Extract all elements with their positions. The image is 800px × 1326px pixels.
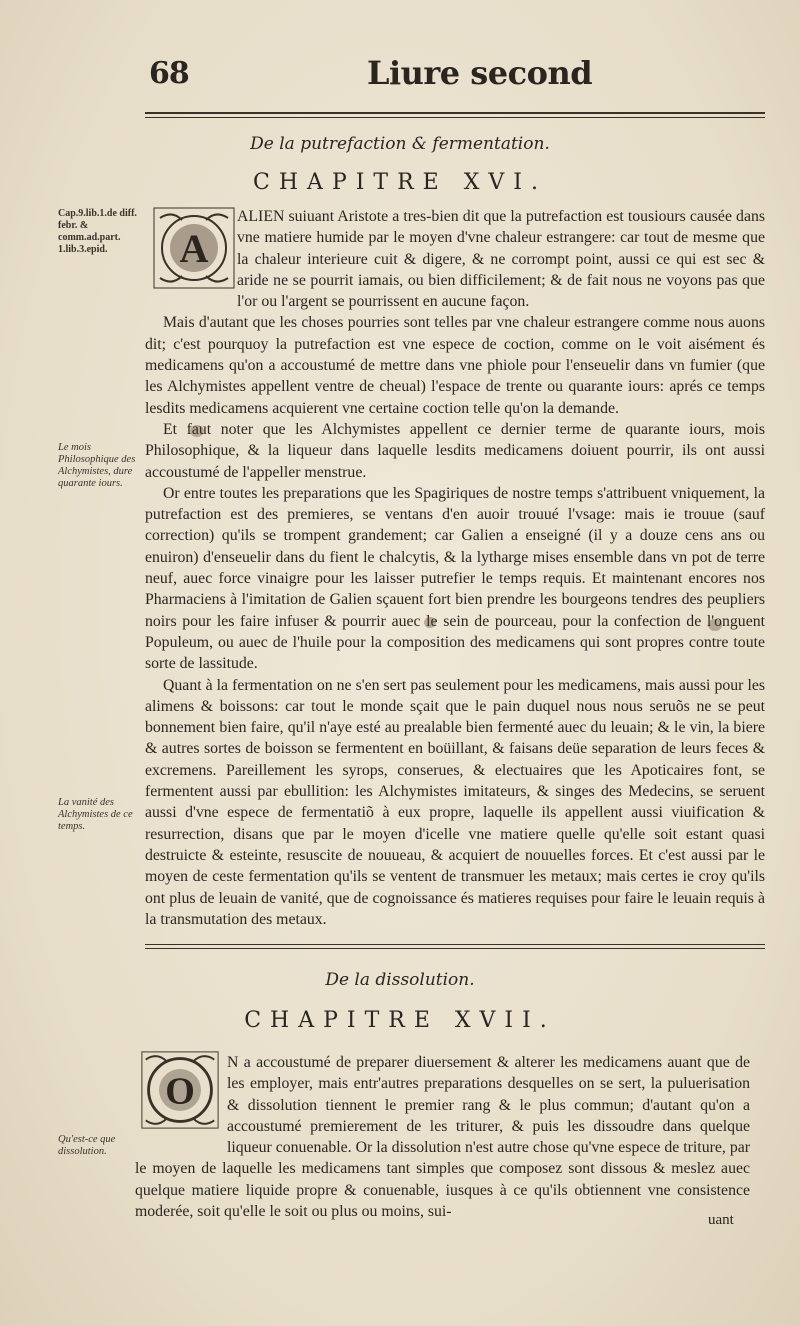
section-divider [145, 944, 765, 945]
paragraph: N a accoustumé de preparer diuersement & alterer les medicamens auant que de les employer, mais entr'autres preparations desquelles on se sert, la puluerisation & dissolution tiennent le premier rang & le plus commun; d'autant qu'on a accoustumé premierement de les triturer, & puis les dissoudre dans quelque liqueur conuenable. Or la dissolution n'est autre chose qu'vne espece de triture, par le moyen de laquelle les medicamens tant simples que composez sont dissous & meslez auec quelque matiere liquide propre & conuenable, iusques à ce qu'ils obtiennent vne consistence moderée, soit qu'elle le soit ou plus ou moins, sui- [135, 1054, 750, 1221]
initial-spacer [135, 1052, 227, 1138]
paragraph: Et faut noter que les Alchymistes appellent ce dernier terme de quarante iours, mois Philosophique, & la liqueur dans laquelle lesdits medicamens doiuent pourrir, ils ont aussi accoustumé de l'appeller menstrue. [145, 420, 765, 481]
paragraph: Or entre toutes les preparations que les Spagiriques de nostre temps s'attribuent vniquement, la putrefaction est des premieres, se ventans d'en auoir trouué l'vsage: mais ie trouue (sauf correction) qu'ils se trompent grandement; car Galien a enseigné (il y a douze cens ans ou enuiron) d'enseuelir dans du fient le chalcytis, & la lytharge mises ensemble dans vn pot de terre neuf, auec force vinaigre pour les laisser putrefier le temps requis. Et maintenant encores nos Pharmaciens à l'imitation de Galien sçauent fort bien prendre les bourgeons tendres des peupliers noirs pour les faire infuser & pourrir auec le sein de pourceau, pour la confection de l'onguent Populeum, ou auec de l'huile pour la composition des medicamens qui sont propres contre toute sorte de lassitude. [145, 484, 765, 673]
chapter-16-body [145, 206, 765, 930]
paragraph: Quant à la fermentation on ne s'en sert pas seulement pour les medicamens, mais aussi pour les alimens & boissons: car tout le monde sçait que le pain duquel nous nous seruõs ne se peut bonnement bien faire, qu'il n'aye esté au prealable bien fermenté auec du leuain; & le vin, la biere & autres sortes de boisson se fermentent en boüillant, & faisans deüe separation de leurs feces & excremens. Pareillement les syrops, conserues, & electuaires que les Apoticaires font, se fermentent aussi par ebullition: les Alchymistes imitateurs, & singes des Medecins, se seruent aussi d'vne espece de fermentatiõ à eux propre, laquelle ils appellent aussi viuification & resurrection, disans que par le moyen d'icelle vne matiere quelle qu'elle soit estant quasi destruicte & esteinte, resuscite de nouueau, & acquiert de nouuelles forces. Et c'est aussi par le moyen de ceste fermentation qu'ils se ventent de transmuer les metaux; mais certes ie croy qu'ils ont plus de leuain de vanité, que de cognoissance és matieres requises pour faire le leuain requis à la transmutation des metaux. [145, 676, 765, 928]
initial-letter-a: A [179, 226, 209, 271]
initial-letter-o: O [165, 1070, 195, 1113]
section-divider-2 [145, 948, 765, 949]
section-subtitle-putrefaction: De la putrefaction & fermentation. [250, 134, 550, 154]
chapter-17-body [135, 1052, 750, 1222]
margin-note-dissolution: Qu'est-ce que dissolution. [58, 1134, 116, 1157]
margin-note-citation: Cap.9.lib.1.de diff. febr. & comm.ad.part. 1.lib.3.epid. [58, 208, 137, 255]
margin-note-vanite: La vanité des Alchymistes de ce temps. [58, 797, 133, 832]
page-number: 68 [149, 56, 189, 91]
header-rule [145, 112, 765, 114]
running-head: Liure second [367, 54, 593, 92]
paragraph: Mais d'autant que les choses pourries sont telles par vne chaleur estrangere comme nous auons dit; c'est pourquoy la putrefaction est vne espece de coction, comme on le voit aisément és medicamens qu'on a accoustumé de mettre dans vne phiole pour l'enseuelir dans vn fumier (que les Alchymistes appellent ventre de cheual) l'espace de trente ou quarante iours: aprés ce temps lesdits medicamens acquierent vne certaine coction telle qu'on la demande. [145, 314, 765, 417]
ink-stain [708, 619, 722, 631]
catchword: uant [708, 1212, 734, 1228]
margin-note-mois-philosophique: Le mois Philosophique des Alchymistes, dure quarante iours. [58, 442, 136, 489]
ink-stain [190, 425, 204, 437]
section-subtitle-dissolution: De la dissolution. [325, 970, 475, 990]
chapter-heading-17: CHAPITRE XVII. [244, 1008, 556, 1033]
header-rule-thin [145, 117, 765, 118]
page-header [145, 54, 765, 94]
initial-spacer [145, 206, 237, 292]
chapter-heading-16: CHAPITRE XVI. [253, 170, 547, 195]
ink-stain [424, 617, 436, 628]
paragraph: ALIEN suiuant Aristote a tres-bien dit que la putrefaction est tousiours causée dans vne matiere humide par le moyen d'vne chaleur estrangere: car tout de mesme que la chaleur interieure cuit & digere, & ne corrompt point, aussi ce qui est sec & aride ne se pourrit iamais, ou bien difficilement; & de fait nous ne voyons pas que l'or ou l'argent se pourrissent en aucune façon. [237, 208, 765, 311]
